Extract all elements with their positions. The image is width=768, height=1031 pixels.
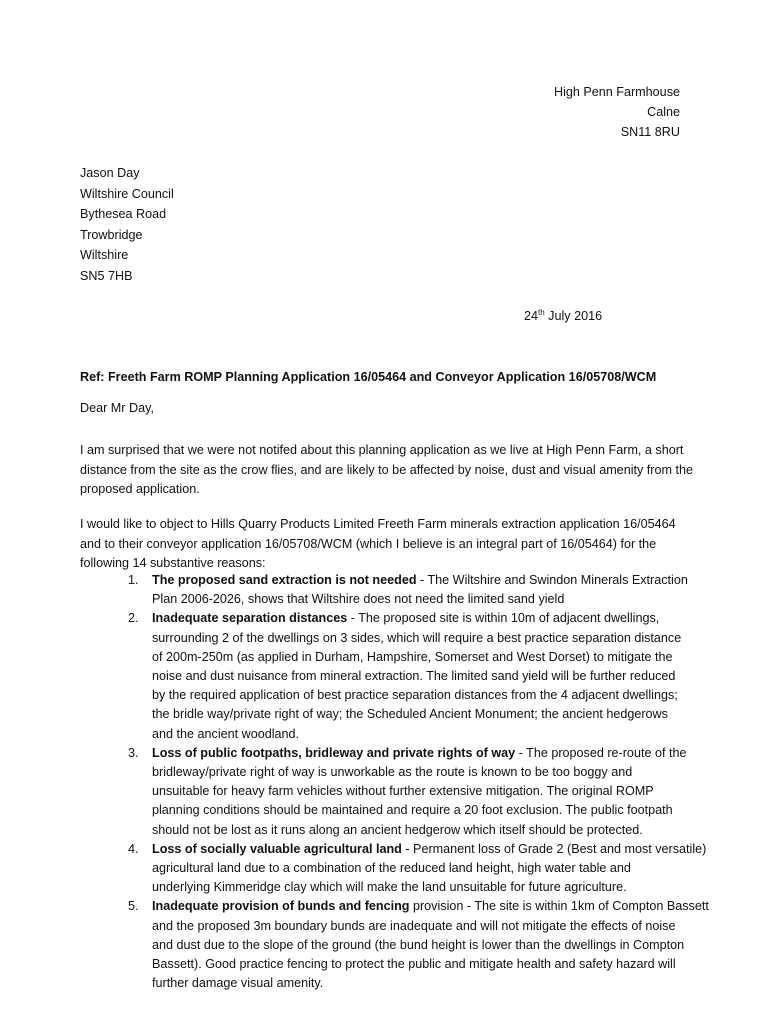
recipient-address-line: Trowbridge [80, 227, 143, 242]
date-day: 24 [524, 309, 539, 323]
list-item-line [152, 840, 707, 859]
list-item-line [152, 897, 709, 916]
recipient-address-line: Bythesea Road [80, 207, 167, 221]
reason-title: Loss of public footpaths, bridleway and private rights of way [152, 745, 516, 760]
reference-line: Ref: Freeth Farm ROMP Planning Application 16/05464 and Conveyor Application 16/05708/WCM [80, 370, 657, 384]
list-item [110, 571, 688, 609]
recipient-address-line: Wiltshire [80, 248, 129, 262]
list-item-line: Bassett). Good practice fencing to protect the public and mitigate health and safety hazard will [152, 957, 676, 972]
list-item [110, 609, 682, 743]
paragraph-line: proposed application. [80, 482, 200, 496]
list-item-number: 1. [128, 573, 139, 587]
date-suffix: th [538, 307, 545, 317]
paragraph-line: following 14 substantive reasons: [80, 556, 266, 570]
list-item [110, 744, 687, 840]
reason-text: - The Wiltshire and Swindon Minerals Extraction [416, 573, 688, 587]
sender-address-line: High Penn Farmhouse [553, 85, 680, 99]
list-item-number: 3. [128, 745, 139, 760]
list-item [110, 897, 709, 993]
list-item-line [152, 744, 687, 763]
paragraph-line: I am surprised that we were not notifed about this planning application as we live at High Penn Farm, a short [80, 443, 684, 457]
list-item-number: 2. [128, 611, 139, 626]
letter-date [524, 309, 602, 323]
paragraph-line: I would like to object to Hills Quarry Products Limited Freeth Farm minerals extraction application 16/05464 [80, 517, 676, 531]
list-item-line: noise and dust nuisance from mineral extraction. The limited sand yield will be further reduced [152, 669, 676, 684]
salutation: Dear Mr Day, [80, 401, 154, 415]
list-item-line: agricultural land due to a combination of the reduced land height, high water table and [152, 861, 631, 876]
objection-paragraph [80, 515, 690, 574]
reason-text: provision - The site is within 1km of Compton Bassett [409, 899, 709, 914]
date-month-year: July 2016 [544, 309, 603, 323]
recipient-address-line: Jason Day [80, 166, 140, 180]
recipient-address-line: SN5 7HB [80, 268, 133, 283]
list-item-line: and dust due to the slope of the ground (the bund height is lower than the dwellings in Compton [152, 937, 685, 952]
intro-paragraph [80, 441, 693, 500]
reason-title: Loss of socially valuable agricultural land [152, 841, 402, 856]
list-item-line [152, 571, 688, 590]
paragraph-line: distance from the site as the crow flies, and are likely to be affected by noise, dust and visual amenity from the [80, 462, 693, 477]
list-item-line [152, 609, 670, 628]
sender-address-line: Calne [647, 105, 680, 119]
list-item-line: Plan 2006-2026, shows that Wiltshire does not need the limited sand yield [152, 592, 565, 607]
list-item-line: by the required application of best practice separation distances from the 4 adjacent dwellings; [152, 688, 678, 703]
recipient-address-line: Wiltshire Council [80, 186, 174, 201]
reason-text: - The proposed site is within 10m of adjacent dwellings, [347, 611, 660, 626]
reason-title: Inadequate provision of bunds and fencing [152, 899, 410, 914]
list-item-line: and the ancient woodland. [152, 726, 300, 741]
paragraph-line: and to their conveyor application 16/05708/WCM (which I believe is an integral part of 16/05464) for the [80, 536, 657, 551]
reasons-list [110, 571, 709, 993]
reason-text: - Permanent loss of Grade 2 (Best and most versatile) [401, 841, 707, 856]
list-item-line: planning conditions should be maintained and require a 20 foot exclusion. The public footpath [152, 803, 673, 818]
list-item-line: bridleway/private right of way is unworkable as the route is known to be too boggy and [152, 765, 633, 780]
list-item-line: surrounding 2 of the dwellings on 3 sides, which will require a best practice separation distance [152, 630, 682, 645]
list-item-line: further damage visual amenity. [152, 976, 324, 991]
recipient-address [80, 163, 174, 286]
list-item-line: underlying Kimmeridge clay which will make the land unsuitable for future agriculture. [152, 880, 627, 895]
list-item-number: 4. [128, 841, 139, 856]
sender-address [554, 82, 680, 142]
list-item-line: unsuitable for heavy farm vehicles without further extensive mitigation. The original ROMP [152, 784, 654, 799]
list-item-line: of 200m-250m (as applied in Durham, Hampshire, Somerset and West Dorset) to mitigate the [152, 649, 673, 664]
list-item-line: and the proposed 3m boundary bunds are inadequate and will not mitigate the effects of noise [152, 918, 676, 933]
list-item-number: 5. [128, 899, 139, 914]
reason-title: The proposed sand extraction is not needed [152, 573, 417, 587]
reason-title: Inadequate separation distances [152, 611, 348, 626]
sender-address-line: SN11 8RU [620, 125, 680, 139]
list-item-line: should not be lost as it runs along an ancient hedgerow which itself should be protected. [152, 822, 643, 837]
reason-text: - The proposed re-route of the [515, 745, 687, 760]
list-item [110, 840, 707, 898]
list-item-line: the bridle way/private right of way; the Scheduled Ancient Monument; the ancient hedgerows [152, 707, 668, 722]
